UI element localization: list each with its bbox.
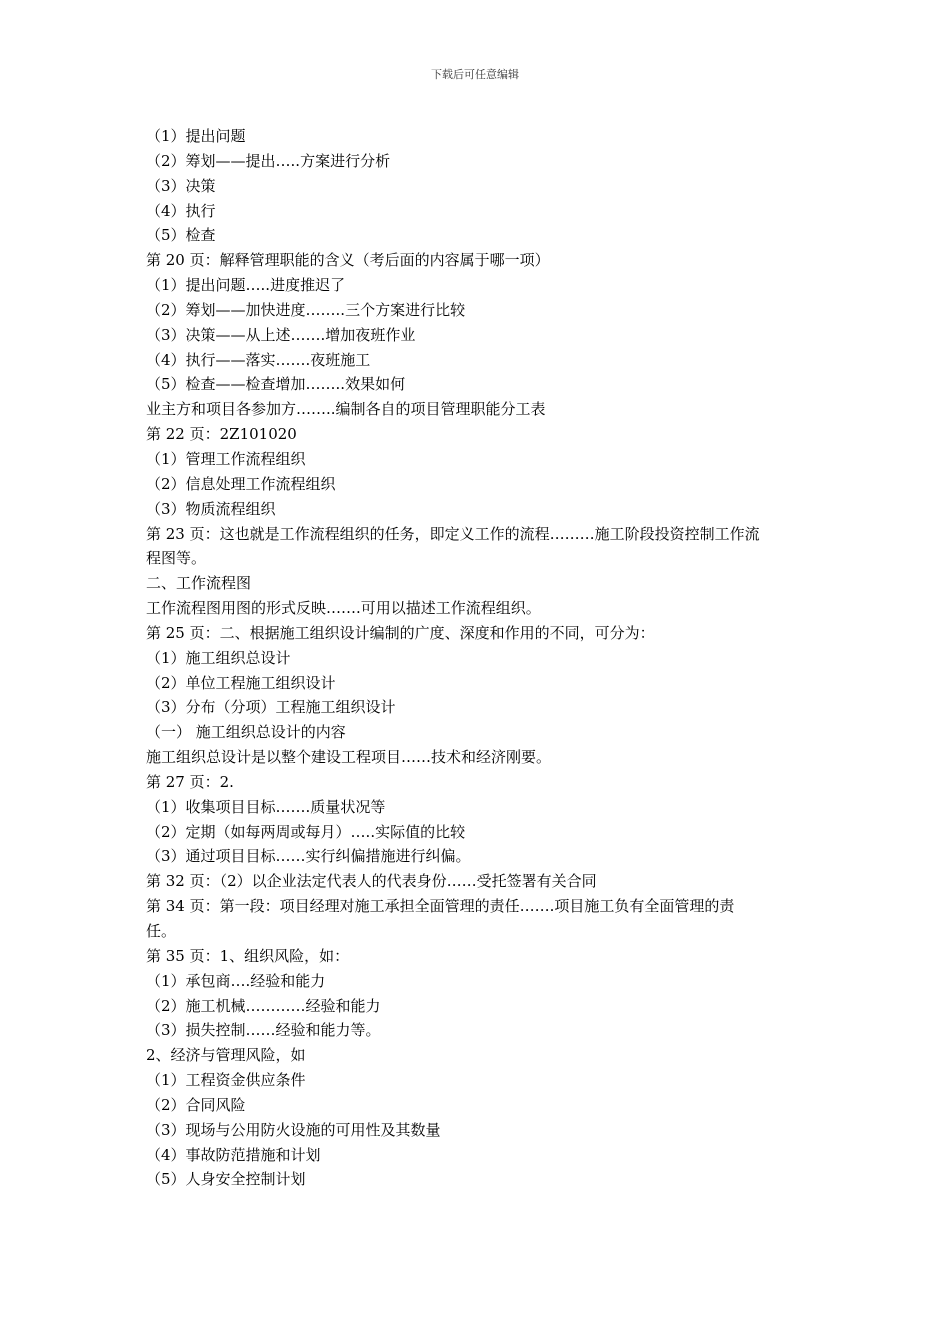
text-line: 第 22 页：2Z101020 — [146, 425, 297, 444]
text-line: （2）合同风险 — [146, 1095, 246, 1114]
text-line: 第 34 页：第一段：项目经理对施工承担全面管理的责任…….项目施工负有全面管理的责 — [146, 897, 735, 916]
text-line: （2）信息处理工作流程组织 — [146, 474, 336, 493]
text-line: 二、工作流程图 — [146, 574, 252, 593]
text-line: （4）执行——落实…….夜班施工 — [146, 350, 371, 369]
text-line: （2）单位工程施工组织设计 — [146, 673, 336, 692]
text-line: （2）筹划——加快进度……..三个方案进行比较 — [146, 300, 466, 319]
text-line: 2、经济与管理风险，如 — [146, 1046, 306, 1065]
text-line: 工作流程图用图的形式反映…….可用以描述工作流程组织。 — [146, 599, 541, 618]
text-line: （5）检查 — [146, 226, 216, 245]
text-line: （一） 施工组织总设计的内容 — [146, 723, 346, 742]
text-line: （1）承包商….经验和能力 — [146, 971, 326, 990]
text-line: （2）施工机械…………经验和能力 — [146, 996, 381, 1015]
text-line: （3）通过项目目标……实行纠偏措施进行纠偏。 — [146, 847, 471, 866]
text-line: （4）事故防范措施和计划 — [146, 1145, 321, 1164]
text-line: （3）决策 — [146, 176, 216, 195]
text-line: 第 27 页：2. — [146, 772, 234, 791]
text-line: （3）损失控制……经验和能力等。 — [146, 1021, 381, 1040]
page-header: 下载后可任意编辑 — [431, 68, 519, 81]
text-line: （3）决策——从上述…….增加夜班作业 — [146, 325, 416, 344]
text-line: （5）检查——检查增加……..效果如何 — [146, 375, 406, 394]
text-line: （1）提出问题 — [146, 127, 246, 145]
text-line: 第 32 页：（2）以企业法定代表人的代表身份……受托签署有关合同 — [146, 872, 597, 891]
text-line: （2）筹划——提出…..方案进行分析 — [146, 151, 391, 170]
text-line: （2）定期（如每两周或每月）…..实际值的比较 — [146, 822, 466, 841]
text-line: （1）工程资金供应条件 — [146, 1071, 306, 1090]
text-line: 第 35 页：1、组织风险，如： — [146, 946, 350, 965]
text-line: （1）提出问题…..进度推迟了 — [146, 276, 346, 295]
text-line: （1）收集项目目标…….质量状况等 — [146, 797, 386, 816]
text-line: 第 20 页：解释管理职能的含义（考后面的内容属于哪一项） — [146, 251, 550, 270]
text-line: 第 23 页：这也就是工作流程组织的任务，即定义工作的流程………施工阶段投资控制工作流 — [146, 524, 760, 543]
text-line: 任。 — [146, 922, 177, 940]
text-line: 程图等。 — [146, 549, 207, 568]
document-body — [146, 124, 810, 1192]
text-line: （4）执行 — [146, 201, 216, 220]
text-line: （5）人身安全控制计划 — [146, 1170, 306, 1189]
text-line: 施工组织总设计是以整个建设工程项目……技术和经济刚要。 — [146, 748, 552, 767]
text-line: （3）现场与公用防火设施的可用性及其数量 — [146, 1120, 441, 1139]
text-line: 第 25 页：二、根据施工组织设计编制的广度、深度和作用的不同，可分为： — [146, 623, 655, 642]
text-line: 业主方和项目各参加方……..编制各自的项目管理职能分工表 — [146, 400, 546, 419]
text-line: （3）物质流程组织 — [146, 499, 276, 518]
text-line: （1）管理工作流程组织 — [146, 449, 306, 468]
text-line: （1）施工组织总设计 — [146, 648, 291, 667]
text-line: （3）分布（分项）工程施工组织设计 — [146, 698, 396, 717]
